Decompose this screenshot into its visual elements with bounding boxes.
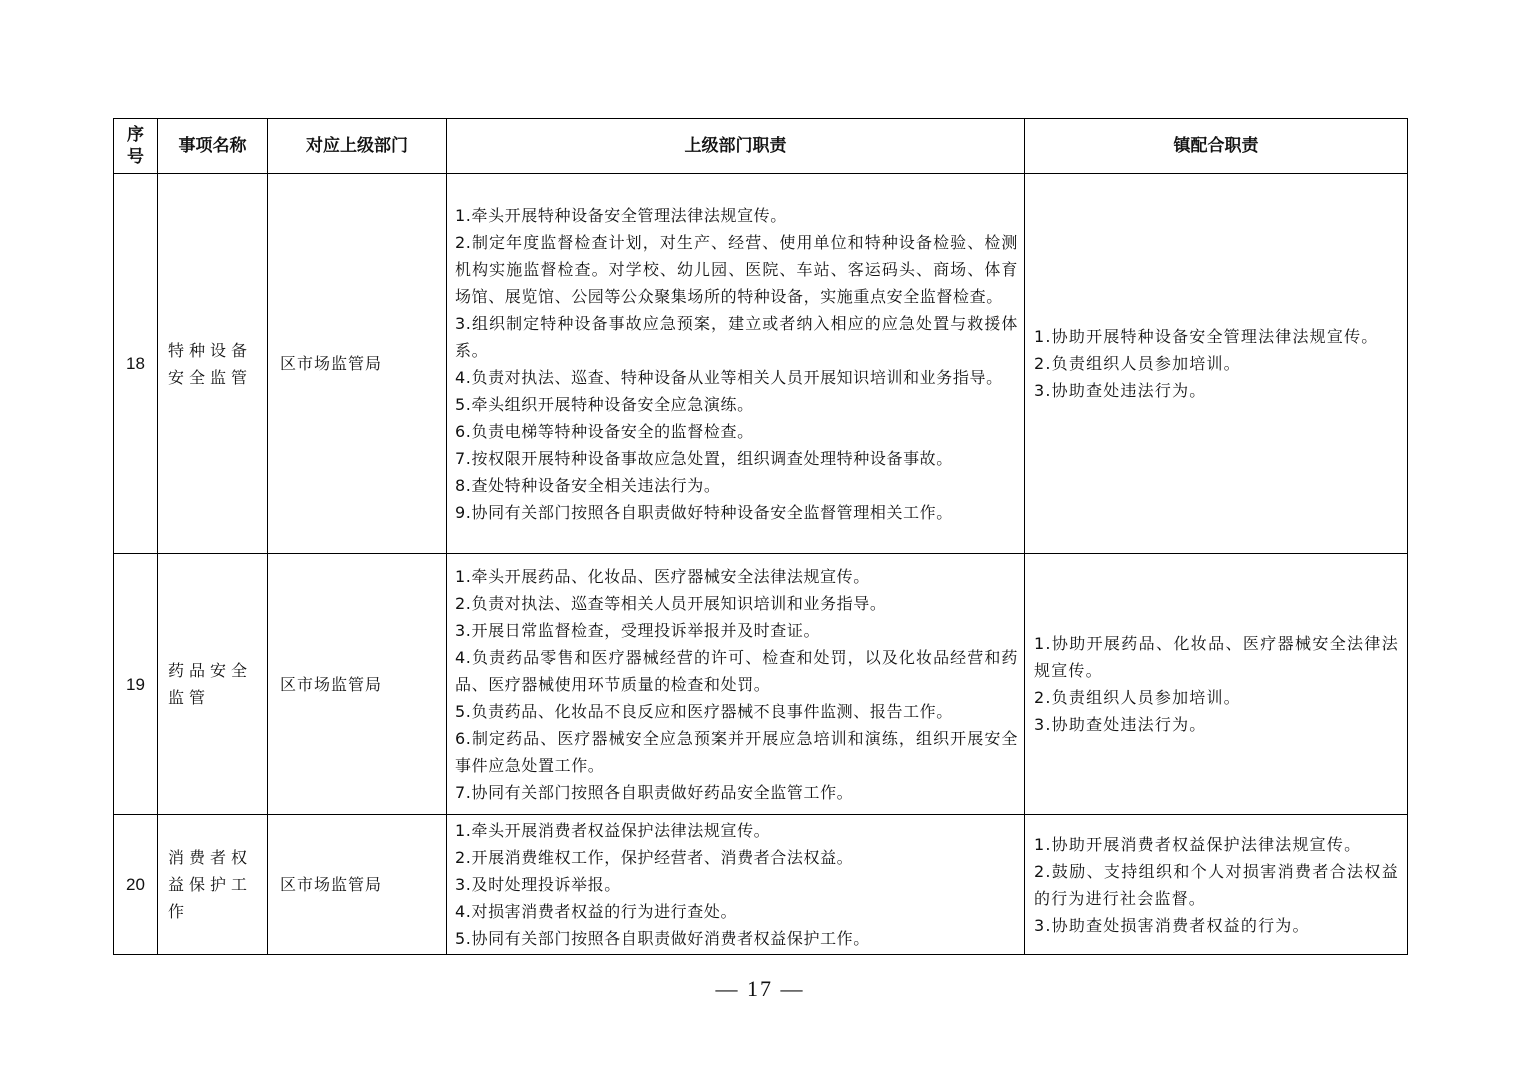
row-dept-duty	[447, 815, 1025, 955]
header-item-name: 事项名称	[158, 119, 268, 174]
row-seq: 18	[114, 174, 158, 554]
row-dept: 区市场监管局	[268, 554, 447, 815]
header-seq-text: 序号	[127, 125, 144, 167]
town-duty-item: 2.负责组织人员参加培训。	[1034, 354, 1241, 373]
dept-duty-item: 5.协同有关部门按照各自职责做好消费者权益保护工作。	[455, 929, 870, 948]
row-dept: 区市场监管局	[268, 815, 447, 955]
row-item-name: 特种设备安全监管	[158, 174, 268, 554]
table-row	[114, 554, 1408, 815]
town-duty-item: 3.协助查处损害消费者权益的行为。	[1034, 915, 1310, 935]
header-town-duty: 镇配合职责	[1025, 119, 1408, 174]
town-duty-item: 2.负责组织人员参加培训。	[1034, 688, 1241, 707]
dept-duty-item: 1.牵头开展药品、化妆品、医疗器械安全法律法规宣传。	[455, 566, 870, 586]
dept-duty-item: 3.开展日常监督检查，受理投诉举报并及时查证。	[455, 620, 821, 640]
row-item-name: 药品安全监管	[158, 554, 268, 815]
dept-duty-item: 6.制定药品、医疗器械安全应急预案并开展应急培训和演练，组织开展安全事件应急处置工作。	[455, 728, 1018, 775]
dept-duty-item: 7.按权限开展特种设备事故应急处置，组织调查处理特种设备事故。	[455, 448, 953, 468]
row-seq: 20	[114, 815, 158, 955]
row-dept-duty	[447, 554, 1025, 815]
row-town-duty	[1025, 554, 1408, 815]
dept-duty-item: 6.负责电梯等特种设备安全的监督检查。	[455, 421, 754, 441]
town-duty-item: 1.协助开展药品、化妆品、医疗器械安全法律法规宣传。	[1034, 634, 1399, 680]
table-row	[114, 815, 1408, 955]
row-dept-duty	[447, 174, 1025, 554]
header-dept: 对应上级部门	[268, 119, 447, 174]
dept-duty-item: 4.负责药品零售和医疗器械经营的许可、检查和处罚，以及化妆品经营和药品、医疗器械使用环节质量的检查和处罚。	[455, 647, 1018, 694]
row-seq: 19	[114, 554, 158, 815]
dept-duty-item: 8.查处特种设备安全相关违法行为。	[455, 475, 721, 495]
dept-duty-item: 3.组织制定特种设备事故应急预案，建立或者纳入相应的应急处置与救援体系。	[455, 313, 1018, 360]
page-number: — 17 —	[715, 976, 805, 1001]
dept-duty-item: 1.牵头开展消费者权益保护法律法规宣传。	[455, 821, 771, 840]
town-duty-item: 3.协助查处违法行为。	[1034, 715, 1207, 734]
dept-duty-item: 2.制定年度监督检查计划，对生产、经营、使用单位和特种设备检验、检测机构实施监督检查。对学校、幼儿园、医院、车站、客运码头、商场、体育场馆、展览馆、公园等公众聚集场所的特种设备，实施重点安全监督检查。	[455, 232, 1018, 306]
header-seq	[114, 119, 158, 174]
dept-duty-item: 4.对损害消费者权益的行为进行查处。	[455, 902, 738, 921]
duty-table	[113, 118, 1408, 955]
row-item-name: 消费者权益保护工作	[158, 815, 268, 955]
row-dept: 区市场监管局	[268, 174, 447, 554]
dept-duty-item: 1.牵头开展特种设备安全管理法律法规宣传。	[455, 205, 787, 225]
dept-duty-item: 2.负责对执法、巡查等相关人员开展知识培训和业务指导。	[455, 593, 887, 613]
town-duty-item: 3.协助查处违法行为。	[1034, 381, 1207, 400]
dept-duty-item: 3.及时处理投诉举报。	[455, 875, 621, 894]
dept-duty-item: 5.负责药品、化妆品不良反应和医疗器械不良事件监测、报告工作。	[455, 701, 953, 721]
row-town-duty	[1025, 174, 1408, 554]
town-duty-item: 1.协助开展消费者权益保护法律法规宣传。	[1034, 834, 1362, 854]
table-header-row	[114, 119, 1408, 174]
table-row	[114, 174, 1408, 554]
dept-duty-item: 9.协同有关部门按照各自职责做好特种设备安全监督管理相关工作。	[455, 502, 953, 522]
town-duty-item: 1.协助开展特种设备安全管理法律法规宣传。	[1034, 327, 1379, 346]
row-town-duty	[1025, 815, 1408, 955]
town-duty-item: 2.鼓励、支持组织和个人对损害消费者合法权益的行为进行社会监督。	[1034, 861, 1399, 908]
dept-duty-item: 2.开展消费维权工作，保护经营者、消费者合法权益。	[455, 848, 854, 867]
dept-duty-item: 4.负责对执法、巡查、特种设备从业等相关人员开展知识培训和业务指导。	[455, 367, 1003, 387]
dept-duty-item: 7.协同有关部门按照各自职责做好药品安全监管工作。	[455, 782, 854, 802]
dept-duty-item: 5.牵头组织开展特种设备安全应急演练。	[455, 394, 754, 414]
header-dept-duty: 上级部门职责	[447, 119, 1025, 174]
